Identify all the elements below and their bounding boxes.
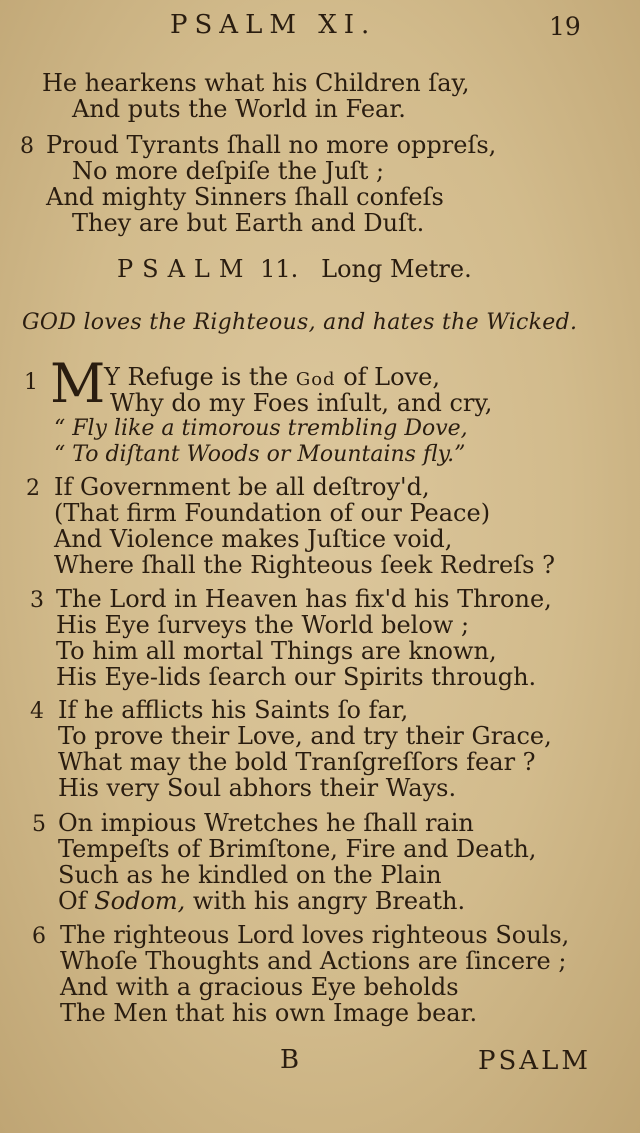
stanza-number: 4 [30,699,44,724]
verse-text: with his angry Breath. [185,887,466,915]
verse-line: “ Fly like a timorous trembling Dove, [54,416,468,441]
verse-line: And with a gracious Eye beholds [60,973,459,1001]
page-number: 19 [549,12,581,41]
psalm-heading [117,255,472,283]
verse-text: of Love, [335,363,440,391]
verse-line: Proud Tyrants ſhall no more oppreſs, [46,131,497,159]
verse-line: To prove their Love, and try their Grace, [58,722,552,750]
stanza-number: 6 [32,924,46,949]
verse-line: The Men that his own Image bear. [60,999,478,1027]
drop-capital: M [50,352,106,415]
running-title: PSALM XI. [170,10,377,40]
stanza-number: 1 [24,370,38,395]
verse-line: Why do my Foes inſult, and cry, [110,389,493,417]
verse-line: If he afflicts his Saints ſo far, [58,696,409,724]
psalm-number: 11. [260,255,299,283]
verse-line: To him all mortal Things are known, [56,637,497,665]
verse-line: The righteous Lord loves righteous Souls, [60,921,570,949]
verse-line: He hearkens what his Children ſay, [42,69,470,97]
verse-line: They are but Earth and Duſt. [72,209,425,237]
verse-line: Tempeſts of Brimſtone, Fire and Death, [58,835,537,863]
verse-line: “ To diſtant Woods or Mountains fly.” [54,442,466,467]
verse-line: And puts the World in Fear. [72,95,406,123]
verse-line: Such as he kindled on the Plain [58,861,442,889]
verse-text: Y Refuge is the [104,363,296,391]
verse-line: What may the bold Tranſgreſſors fear ? [58,748,536,776]
small-caps-god: God [295,369,336,390]
verse-line: And mighty Sinners ſhall confeſs [46,183,444,211]
stanza-number: 2 [26,476,40,501]
verse-line: On impious Wretches he ſhall rain [58,809,474,837]
stanza-number: 3 [30,588,44,613]
verse-line: No more deſpiſe the Juſt ; [72,157,385,185]
verse-line [58,886,465,916]
verse-line: The Lord in Heaven has fix'd his Throne, [56,585,552,613]
verse-line: Where ſhall the Righteous ſeek Redreſs ? [54,551,555,579]
verse-line: His Eye-lids ſearch our Spirits through. [56,663,537,691]
verse-line: And Violence makes Juſtice void, [54,525,453,553]
verse-line: His Eye ſurveys the World below ; [56,611,470,639]
verse-line: Whoſe Thoughts and Actions are ſincere ; [60,947,567,975]
signature-mark: B [280,1045,300,1075]
catchword: PSALM [478,1046,591,1076]
psalm-title: PSALM [117,255,253,283]
verse-line: If Government be all deſtroy'd, [54,473,430,501]
verse-line: (That firm Foundation of our Peace) [54,499,491,527]
italic-place-name: Sodom, [94,887,186,915]
stanza-number: 5 [32,812,46,837]
verse-line: His very Soul abhors their Ways. [58,774,457,802]
verse-text: Of [58,887,95,915]
stanza-number: 8 [20,134,34,159]
psalm-argument: GOD loves the Righteous, and hates the Wicked. [22,310,578,335]
psalm-metre: Long Metre. [321,255,472,283]
